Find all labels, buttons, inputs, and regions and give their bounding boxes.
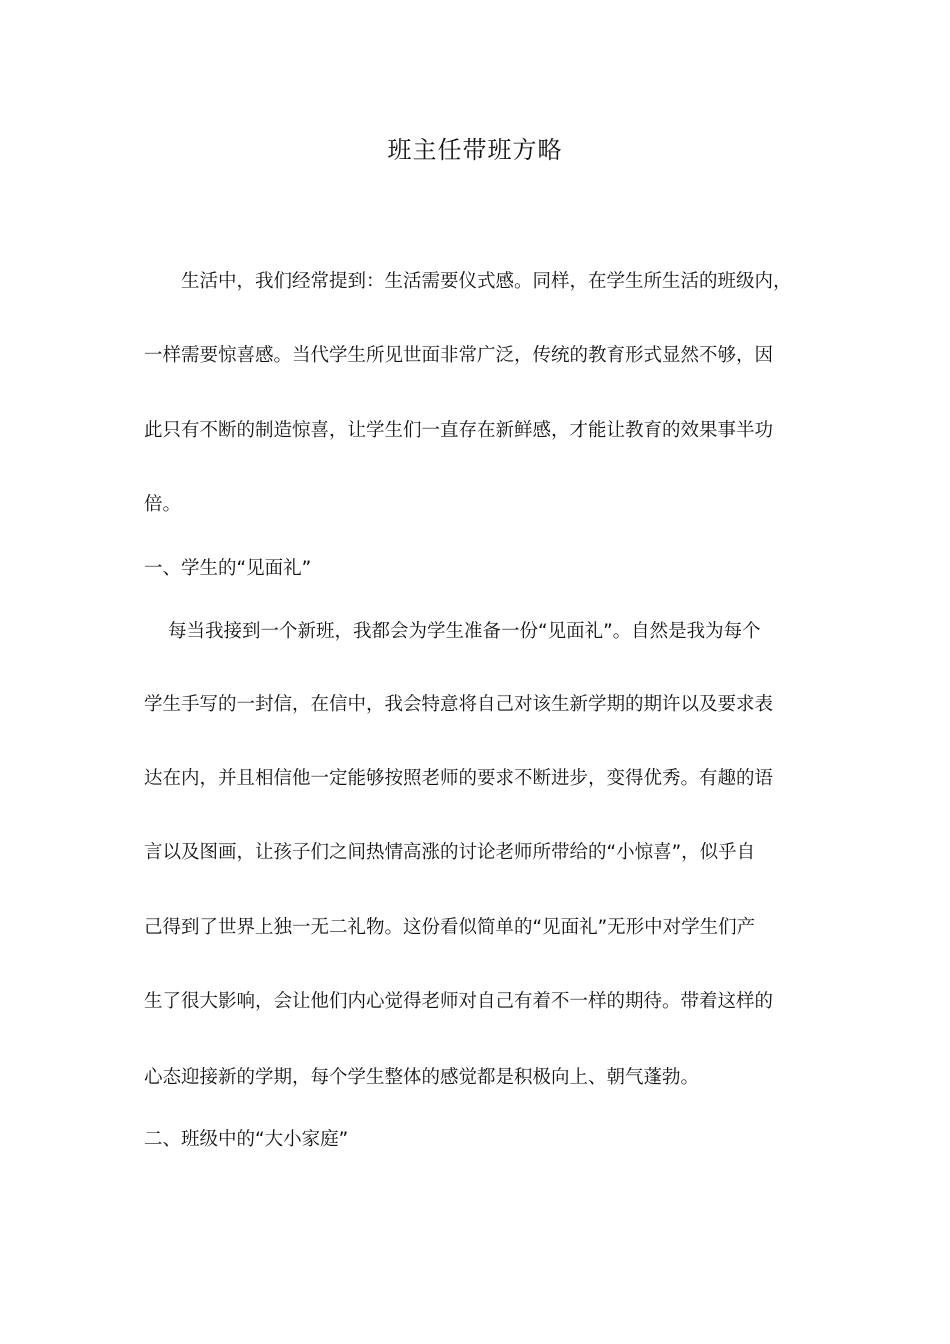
section-heading-2: 二、班级中的“大小家庭”: [144, 1129, 349, 1150]
section-heading-1: 一、学生的“见面礼”: [144, 558, 312, 579]
paragraph-2-line-2: 学生手写的一封信，在信中，我会特意将自己对该生新学期的期许以及要求表: [144, 694, 774, 715]
paragraph-2-line-4: 言以及图画，让孩子们之间热情高涨的讨论老师所带给的“小惊喜”，似乎自: [144, 842, 756, 863]
paragraph-2-line-3: 达在内，并且相信他一定能够按照老师的要求不断进步，变得优秀。有趣的语: [144, 768, 774, 789]
document-title: 班主任带班方略: [387, 136, 563, 164]
paragraph-2-line-7: 心态迎接新的学期，每个学生整体的感觉都是积极向上、朝气蓬勃。: [144, 1067, 700, 1088]
paragraph-1-line-2: 一样需要惊喜感。当代学生所见世面非常广泛，传统的教育形式显然不够，因: [144, 345, 774, 366]
paragraph-2-line-1: 每当我接到一个新班，我都会为学生准备一份“见面礼”。自然是我为每个: [168, 621, 761, 642]
paragraph-2-line-5: 己得到了世界上独一无二礼物。这份看似简单的“见面礼”无形中对学生们产: [144, 917, 756, 938]
paragraph-1-line-1: 生活中，我们经常提到：生活需要仪式感。同样，在学生所生活的班级内，: [181, 271, 792, 292]
paragraph-2-line-6: 生了很大影响，会让他们内心觉得老师对自己有着不一样的期待。带着这样的: [144, 991, 774, 1012]
paragraph-1-line-3: 此只有不断的制造惊喜，让学生们一直存在新鲜感，才能让教育的效果事半功: [144, 420, 774, 441]
paragraph-1-line-4: 倍。: [144, 494, 182, 515]
